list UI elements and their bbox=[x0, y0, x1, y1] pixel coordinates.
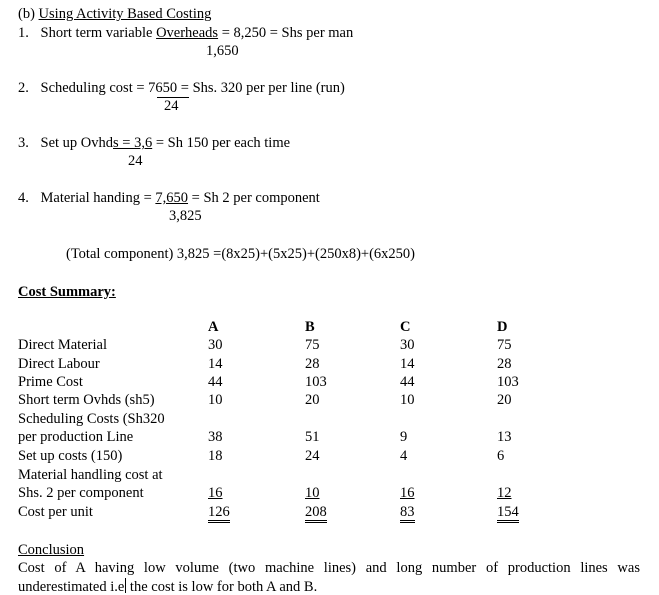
cell-c-subtotal: 16 bbox=[400, 485, 415, 501]
cell-b: 103 bbox=[305, 374, 327, 390]
total-component-line: (Total component) 3,825 =(8x25)+(5x25)+(250x8)+(6x250) bbox=[66, 246, 416, 262]
cell-b: 75 bbox=[305, 337, 320, 353]
cell-d-subtotal: 12 bbox=[497, 485, 512, 501]
item-4: 4. Material handing = 7,650 = Sh 2 per component bbox=[18, 190, 320, 206]
cell-d: 13 bbox=[497, 429, 512, 445]
cell-a: 30 bbox=[208, 337, 223, 353]
section-heading bbox=[18, 6, 211, 22]
row-label: Scheduling Costs (Sh320 bbox=[18, 411, 165, 427]
column-header-c: C bbox=[400, 319, 411, 335]
cell-a: 10 bbox=[208, 392, 223, 408]
cell-d-total: 154 bbox=[497, 504, 519, 523]
cell-a-subtotal: 16 bbox=[208, 485, 223, 501]
section-heading-text: (b) Using Activity Based Costing bbox=[18, 6, 212, 22]
cell-a: 38 bbox=[208, 429, 223, 445]
cell-b: 24 bbox=[305, 448, 320, 464]
cell-c: 14 bbox=[400, 356, 415, 372]
cell-b-subtotal: 10 bbox=[305, 485, 320, 501]
cost-summary-title: Cost Summary: bbox=[18, 284, 116, 300]
conclusion-line-2: underestimated i.e the cost is low for both A and B. bbox=[18, 579, 318, 595]
cell-b-total: 208 bbox=[305, 504, 327, 523]
row-label: Shs. 2 per component bbox=[18, 485, 144, 501]
cell-c: 9 bbox=[400, 429, 408, 445]
cell-c: 30 bbox=[400, 337, 415, 353]
cell-a: 14 bbox=[208, 356, 223, 372]
cell-d: 103 bbox=[497, 374, 519, 390]
item-3-denominator: 24 bbox=[128, 153, 143, 169]
cell-d: 20 bbox=[497, 392, 512, 408]
row-label: Set up costs (150) bbox=[18, 448, 123, 464]
row-label: Direct Labour bbox=[18, 356, 100, 372]
item-2: 2. Scheduling cost = 7650 = Shs. 320 per per line (run) bbox=[18, 80, 345, 96]
item-4-denominator: 3,825 bbox=[169, 208, 202, 224]
row-label: Cost per unit bbox=[18, 504, 93, 520]
cell-a: 18 bbox=[208, 448, 223, 464]
cell-c-total: 83 bbox=[400, 504, 415, 523]
row-label: per production Line bbox=[18, 429, 134, 445]
cell-c: 44 bbox=[400, 374, 415, 390]
cell-d: 28 bbox=[497, 356, 512, 372]
item-3: 3. Set up Ovhds = 3,6 = Sh 150 per each time bbox=[18, 135, 291, 151]
cell-c: 10 bbox=[400, 392, 415, 408]
column-header-a: A bbox=[208, 319, 219, 335]
row-label: Material handling cost at bbox=[18, 467, 163, 483]
item-1-denominator: 1,650 bbox=[206, 43, 239, 59]
column-header-d: D bbox=[497, 319, 508, 335]
conclusion-line-1: Cost of A having low volume (two machine lines) and long number of production lines was bbox=[18, 560, 640, 576]
row-label: Direct Material bbox=[18, 337, 107, 353]
cell-c: 4 bbox=[400, 448, 408, 464]
item-1: 1. Short term variable Overheads = 8,250 = Shs per man bbox=[18, 25, 354, 41]
cell-b: 51 bbox=[305, 429, 320, 445]
cell-b: 28 bbox=[305, 356, 320, 372]
cell-a: 44 bbox=[208, 374, 223, 390]
conclusion-title: Conclusion bbox=[18, 542, 85, 558]
row-label: Prime Cost bbox=[18, 374, 83, 390]
column-header-b: B bbox=[305, 319, 315, 335]
cell-a-total: 126 bbox=[208, 504, 230, 523]
cell-d: 75 bbox=[497, 337, 512, 353]
row-label: Short term Ovhds (sh5) bbox=[18, 392, 155, 408]
item-2-denominator: 24 bbox=[164, 98, 179, 114]
cell-d: 6 bbox=[497, 448, 505, 464]
cell-b: 20 bbox=[305, 392, 320, 408]
